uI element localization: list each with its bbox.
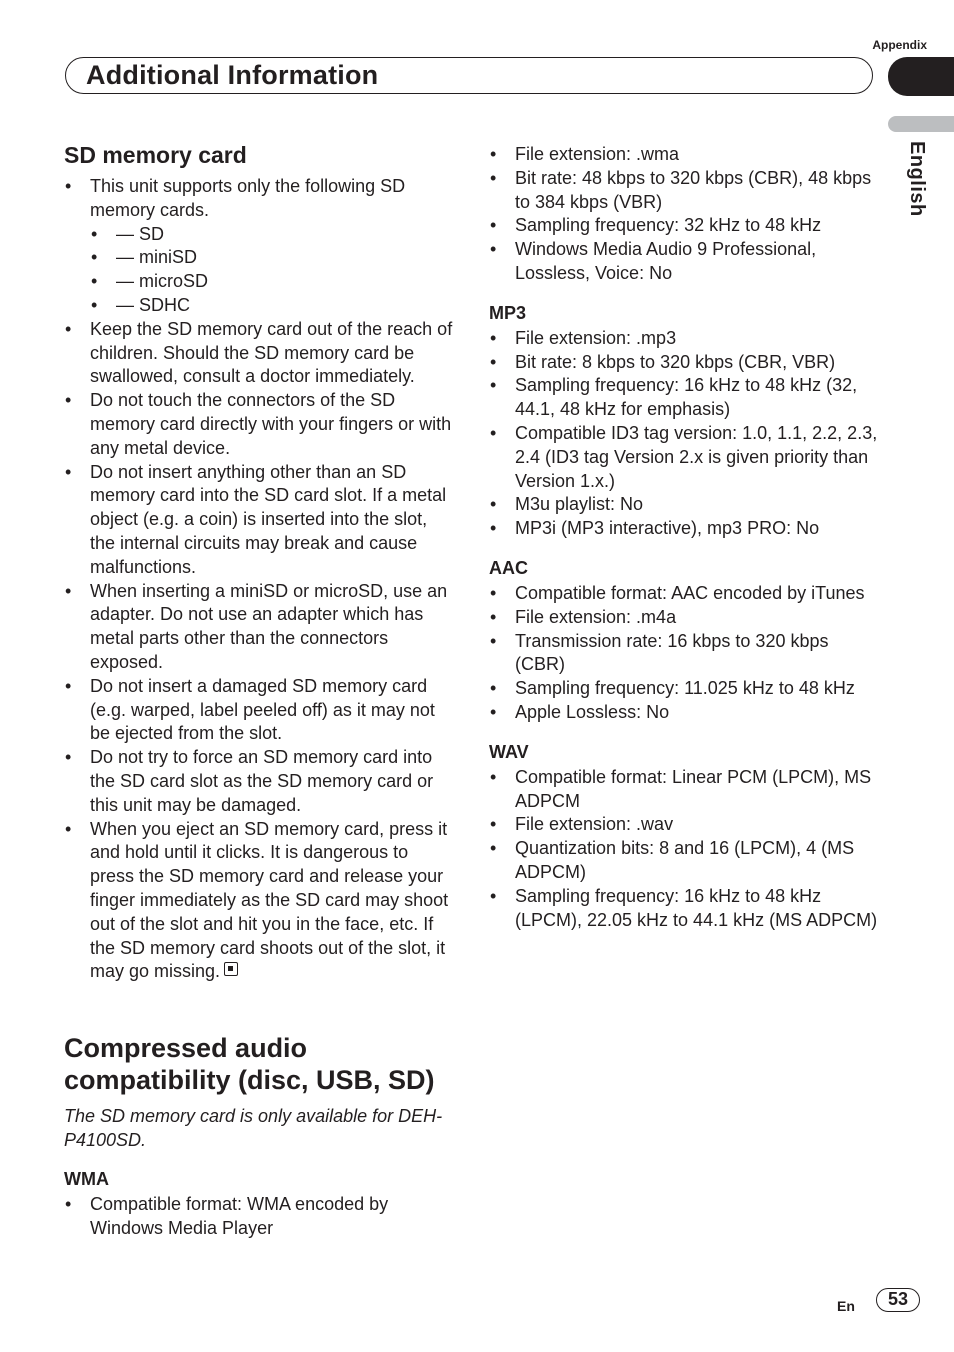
card-type-list (90, 223, 454, 318)
list-item: • Transmission rate: 16 kbps to 320 kbps (CBR) (489, 630, 881, 678)
list-item: • Quantization bits: 8 and 16 (LPCM), 4 (MS ADPCM) (489, 837, 881, 885)
mp3-list (489, 327, 881, 541)
list-item: • Sampling frequency: 32 kHz to 48 kHz (489, 214, 881, 238)
heading-line: Compressed audio (64, 1033, 308, 1064)
compressed-audio-heading (64, 1032, 454, 1096)
list-item: • Sampling frequency: 16 kHz to 48 kHz (LPCM), 22.05 kHz to 44.1 kHz (MS ADPCM) (489, 885, 881, 933)
list-item: • File extension: .m4a (489, 606, 881, 630)
list-item: • File extension: .mp3 (489, 327, 881, 351)
card-type-item: • — microSD (90, 270, 454, 294)
list-item: • Compatible format: AAC encoded by iTunes (489, 582, 881, 606)
aac-heading: AAC (489, 557, 528, 578)
chapter-tab (888, 57, 954, 96)
footer-language-code: En (837, 1298, 855, 1314)
section-title: Additional Information (86, 60, 379, 90)
card-type-item: • — SDHC (90, 294, 454, 318)
section-header-bar (65, 57, 873, 94)
list-item: • Bit rate: 48 kbps to 320 kbps (CBR), 48 kbps to 384 kbps (VBR) (489, 167, 881, 215)
language-label: English (906, 141, 928, 217)
list-item: • Compatible ID3 tag version: 1.0, 1.1, 2.2, 2.3, 2.4 (ID3 tag Version 2.x is given priority than Version 1.x.) (489, 422, 881, 493)
card-type-item: • — miniSD (90, 246, 454, 270)
page-number: 53 (876, 1288, 920, 1312)
list-item: • MP3i (MP3 interactive), mp3 PRO: No (489, 517, 881, 541)
language-tab-marker (888, 116, 954, 132)
list-item (64, 175, 454, 318)
wav-heading: WAV (489, 741, 529, 762)
heading-line: compatibility (disc, USB, SD) (64, 1065, 435, 1096)
list-item: • Do not insert anything other than an SD memory card into the SD card slot. If a metal object (e.g. a coin) is inserted into the slot, the internal circuits may break and cause malfunctions. (64, 461, 454, 580)
list-item: • File extension: .wav (489, 813, 881, 837)
right-column (489, 143, 881, 932)
aac-list (489, 582, 881, 725)
wma-list (64, 1193, 454, 1241)
list-item-text: When you eject an SD memory card, press it and hold until it clicks. It is dangerous to press the SD memory card and release your finger immediately as the SD card may shoot out of the slot and hit you in the face, etc. If the SD memory card shoots out of the slot, it may go missing. (90, 818, 449, 982)
sd-card-list (64, 175, 454, 984)
sd-card-intro: This unit supports only the following SD memory cards. (90, 176, 406, 220)
list-item: • When inserting a miniSD or microSD, use an adapter. Do not use an adapter which has metal parts other than the connectors exposed. (64, 580, 454, 675)
list-item (64, 818, 454, 985)
list-item: • Sampling frequency: 16 kHz to 48 kHz (32, 44.1, 48 kHz for emphasis) (489, 374, 881, 422)
appendix-label: Appendix (872, 38, 927, 52)
wma-heading: WMA (64, 1169, 109, 1190)
mp3-heading: MP3 (489, 302, 527, 323)
left-column (64, 140, 454, 1241)
list-item: • Sampling frequency: 11.025 kHz to 48 kHz (489, 677, 881, 701)
end-of-section-icon (224, 962, 238, 976)
list-item: • Do not touch the connectors of the SD memory card directly with your fingers or with any metal device. (64, 389, 454, 460)
list-item: • File extension: .wma (489, 143, 881, 167)
list-item: • Windows Media Audio 9 Professional, Lossless, Voice: No (489, 238, 881, 286)
list-item: • Bit rate: 8 kbps to 320 kbps (CBR, VBR) (489, 351, 881, 375)
list-item: • M3u playlist: No (489, 493, 881, 517)
list-item: • Do not insert a damaged SD memory card (e.g. warped, label peeled off) as it may not be ejected from the slot. (64, 675, 454, 746)
sd-card-heading: SD memory card (64, 142, 247, 168)
list-item: • Keep the SD memory card out of the reach of children. Should the SD memory card be swallowed, consult a doctor immediately. (64, 318, 454, 389)
list-item: • Apple Lossless: No (489, 701, 881, 725)
list-item: • Compatible format: WMA encoded by Windows Media Player (64, 1193, 454, 1241)
wma-list-continued (489, 143, 881, 286)
wav-list (489, 766, 881, 933)
card-type-item: • — SD (90, 223, 454, 247)
list-item: • Compatible format: Linear PCM (LPCM), MS ADPCM (489, 766, 881, 814)
availability-note: The SD memory card is only available for DEH-P4100SD. (64, 1106, 443, 1151)
list-item: • Do not try to force an SD memory card into the SD card slot as the SD memory card or this unit may be damaged. (64, 746, 454, 817)
